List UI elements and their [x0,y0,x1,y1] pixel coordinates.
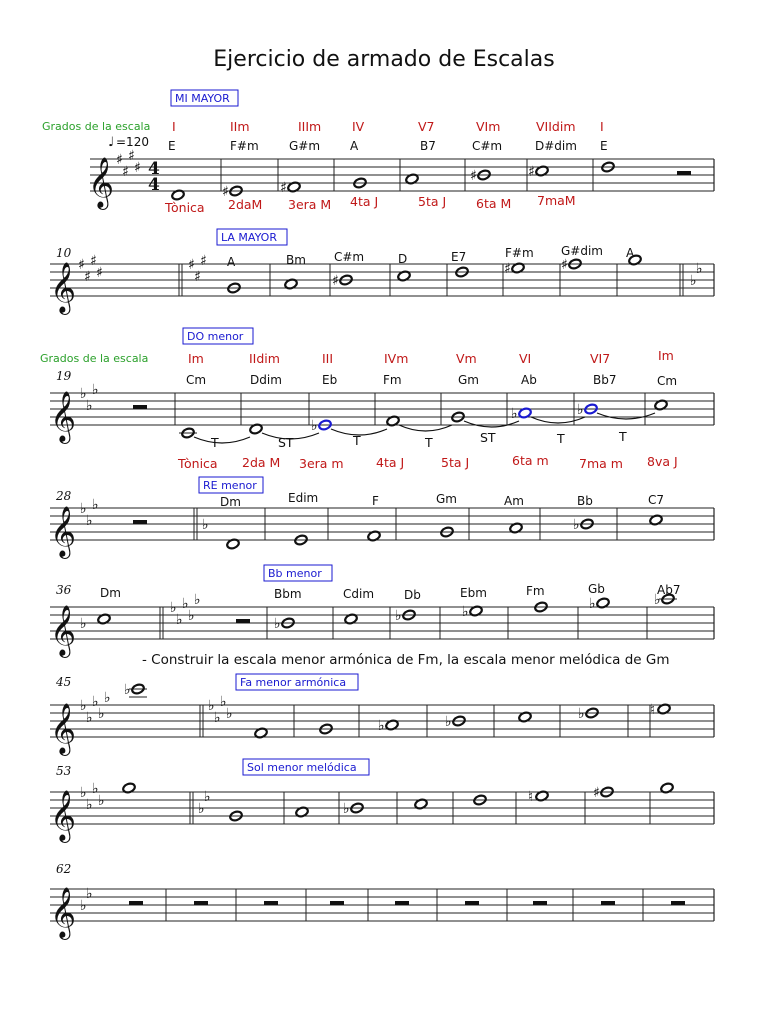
flat-icon: ♭ [80,785,87,801]
interval-label: 3era M [288,197,332,212]
chord-symbol: A [350,139,359,153]
step-label: T [211,435,219,450]
step-label: T [557,431,565,446]
flat-icon: ♭ [170,600,177,616]
chord-symbol: F#m [505,246,534,260]
chord-symbol: C7 [648,493,665,507]
chord-symbol: C#m [472,139,503,153]
staff-system-5 [50,607,714,639]
chord-symbol: F#m [230,139,259,153]
degrees-row-label: Grados de la escala [42,120,151,133]
time-signature-numerator: 4 [148,159,160,179]
chord-symbol: Dm [100,586,121,600]
measure-number: 53 [56,764,72,778]
interval-label: 5ta J [441,455,470,470]
measure-number: 19 [56,369,72,383]
flat-icon: ♭ [80,616,87,632]
step-label: T [619,429,627,444]
chord-symbol: D#dim [535,139,577,153]
flat-icon: ♭ [182,596,189,612]
interval-label: Tònica [165,200,205,215]
treble-clef-icon: 𝄞 [50,391,77,442]
whole-rest [194,901,208,905]
flat-icon: ♭ [578,706,585,722]
flat-icon: ♭ [80,386,87,402]
whole-rest [133,520,147,524]
flat-icon: ♭ [104,690,111,706]
interval-label: 6ta M [476,196,512,211]
sharp-icon: ♯ [561,257,568,273]
chord-symbol: Cdim [343,587,375,601]
whole-rest [236,619,250,623]
chord-symbol: Cm [657,374,678,388]
chord-symbol: Fm [383,373,402,387]
scale-degree: VI7 [590,351,611,366]
step-label: ST [278,435,294,450]
chord-symbol: Gm [436,492,457,506]
natural-icon: ♮ [528,789,534,805]
sharp-icon: ♯ [188,257,195,273]
flat-icon: ♭ [80,501,87,517]
scale-name-label: LA MAYOR [221,231,277,244]
chord-symbol: A [227,255,236,269]
sharp-icon: ♯ [200,253,207,269]
music-content [40,90,714,940]
scale-degree: IV [352,119,365,134]
chord-symbol: Gm [458,373,479,387]
time-signature-denominator: 4 [148,175,160,195]
flat-icon: ♭ [226,706,233,722]
whole-rest [671,901,685,905]
flat-icon: ♭ [92,694,99,710]
chord-symbol: Gb [588,582,605,596]
natural-icon: ♮ [650,702,656,718]
flat-icon: ♭ [214,710,221,726]
flat-icon: ♭ [395,608,402,624]
interval-label: 3era m [299,456,344,471]
chord-symbol: Bb7 [593,373,617,387]
flat-icon: ♭ [198,801,205,817]
flat-icon: ♭ [445,714,452,730]
whole-rest [330,901,344,905]
scale-degree: VIIdim [536,119,576,134]
measure-number: 45 [56,675,72,689]
treble-clef-icon: 𝄞 [50,887,77,938]
chord-symbol: Edim [288,491,319,505]
flat-icon: ♭ [589,596,596,612]
sharp-icon: ♯ [128,148,135,164]
staff-system-2 [50,264,714,296]
chord-symbol: E [168,139,176,153]
sharp-icon: ♯ [470,168,477,184]
flat-icon: ♭ [462,604,469,620]
flat-icon: ♭ [92,781,99,797]
scale-name-label: MI MAYOR [175,92,230,105]
flat-icon: ♭ [696,261,703,277]
flat-icon: ♭ [124,682,131,698]
interval-label: 4ta J [376,455,405,470]
measure-number: 28 [56,489,72,503]
chord-symbol: A [626,246,635,260]
staff-system-3 [50,393,714,425]
flat-icon: ♭ [80,698,87,714]
tie [194,437,250,443]
measure-number: 36 [56,583,72,597]
flat-icon: ♭ [573,517,580,533]
scale-degree: IIdim [249,351,280,366]
step-label: T [353,433,361,448]
scale-degree: VI [519,351,532,366]
flat-icon: ♭ [511,406,518,422]
flat-icon: ♭ [654,592,661,608]
whole-rest [677,171,691,175]
flat-icon: ♭ [86,710,93,726]
chord-symbol: Ebm [460,586,487,600]
staff-system-7 [50,792,714,824]
flat-icon: ♭ [86,398,93,414]
chord-symbol: Fm [526,584,545,598]
chord-symbol: Ab7 [657,583,681,597]
scale-degree: VIm [476,119,501,134]
treble-clef-icon: 𝄞 [50,790,77,841]
chord-symbol: Db [404,588,421,602]
whole-rest [533,901,547,905]
chord-symbol: E7 [451,250,467,264]
scale-degree: IIm [230,119,250,134]
chord-symbol: C#m [334,250,365,264]
flat-icon: ♭ [86,797,93,813]
flat-icon: ♭ [92,382,99,398]
chord-symbol: G#m [289,139,321,153]
chord-symbol: Bbm [274,587,302,601]
scale-degree: III [322,351,334,366]
scale-degree: Vm [456,351,477,366]
chord-symbol: Cm [186,373,207,387]
sharp-icon: ♯ [280,180,287,196]
interval-label: 5ta J [418,194,447,209]
tempo-marking: =120 [116,135,149,149]
scale-name-label: DO menor [187,330,244,343]
sharp-icon: ♯ [593,785,600,801]
chord-symbol: Bb [577,494,593,508]
scale-degree: I [600,119,604,134]
flat-icon: ♭ [690,273,697,289]
chord-symbol: D [398,252,408,266]
flat-icon: ♭ [208,698,215,714]
sharp-icon: ♯ [194,269,201,285]
sharp-icon: ♯ [528,164,535,180]
flat-icon: ♭ [577,402,584,418]
whole-rest [264,901,278,905]
sharp-icon: ♯ [332,273,339,289]
chord-symbol: Am [504,494,524,508]
chord-symbol: Ddim [250,373,282,387]
tie [399,425,452,431]
treble-clef-icon: 𝄞 [50,703,77,754]
sharp-icon: ♯ [504,261,511,277]
measure-number: 62 [56,862,72,876]
scale-degree: V7 [418,119,435,134]
interval-label: Tònica [178,456,218,471]
instruction-text: - Construir la escala menor armónica de Fm, la escala menor melódica de Gm [142,652,670,668]
sharp-icon: ♯ [222,184,229,200]
measure-number: 10 [56,246,72,260]
whole-rest [465,901,479,905]
flat-icon: ♭ [274,616,281,632]
flat-icon: ♭ [194,592,201,608]
chord-symbol: G#dim [561,244,603,258]
chord-symbol: Ab [521,373,537,387]
interval-label: 4ta J [350,194,379,209]
interval-label: 2daM [228,197,263,212]
flat-icon: ♭ [311,418,318,434]
flat-icon: ♭ [188,608,195,624]
staff-system-1 [90,159,714,191]
scale-degree: I [172,119,176,134]
chord-symbol: Bm [286,253,306,267]
scale-name-label: Sol menor melódica [247,761,357,774]
chord-symbol: Dm [220,495,241,509]
scale-name-label: RE menor [203,479,257,492]
sharp-icon: ♯ [122,164,129,180]
flat-icon: ♭ [92,497,99,513]
sharp-icon: ♯ [134,160,141,176]
sharp-icon: ♯ [84,269,91,285]
page-title: Ejercicio de armado de Escalas [213,47,555,72]
flat-icon: ♭ [98,706,105,722]
flat-icon: ♭ [98,793,105,809]
sharp-icon: ♯ [90,253,97,269]
chord-symbol: B7 [420,139,436,153]
scale-degree: IVm [384,351,409,366]
chord-symbol: F [372,494,379,508]
interval-label: 6ta m [512,453,549,468]
flat-icon: ♭ [176,612,183,628]
flat-icon: ♭ [86,513,93,529]
degrees-row-label: Grados de la escala [40,352,149,365]
interval-label: 7ma m [579,456,623,471]
scale-degree: IIIm [298,119,322,134]
quarter-note-icon: ♩ [108,135,115,150]
interval-label: 7maM [537,193,576,208]
sharp-icon: ♯ [116,152,123,168]
step-label: ST [480,430,496,445]
flat-icon: ♭ [80,898,87,914]
sharp-icon: ♯ [96,265,103,281]
flat-icon: ♭ [204,789,211,805]
flat-icon: ♭ [220,694,227,710]
scale-name-label: Bb menor [268,567,322,580]
tie [597,413,655,419]
step-label: T [425,435,433,450]
staff-system-4 [50,508,714,540]
chord-symbol: E [600,139,608,153]
flat-icon: ♭ [343,801,350,817]
interval-label: 2da M [242,455,281,470]
whole-rest [601,901,615,905]
treble-clef-icon: 𝄞 [50,506,77,557]
treble-clef-icon: 𝄞 [50,605,77,656]
treble-clef-icon: 𝄞 [50,262,77,313]
interval-label: 8va J [647,454,678,469]
scale-degree: Im [188,351,204,366]
chord-symbol: Eb [322,373,338,387]
scale-name-label: Fa menor armónica [240,676,347,689]
flat-icon: ♭ [86,886,93,902]
flat-icon: ♭ [202,517,209,533]
flat-icon: ♭ [378,718,385,734]
treble-clef-icon: 𝄞 [88,157,115,208]
whole-rest [395,901,409,905]
sharp-icon: ♯ [78,257,85,273]
whole-rest [129,901,143,905]
whole-rest [133,405,147,409]
scale-degree: Im [658,348,674,363]
